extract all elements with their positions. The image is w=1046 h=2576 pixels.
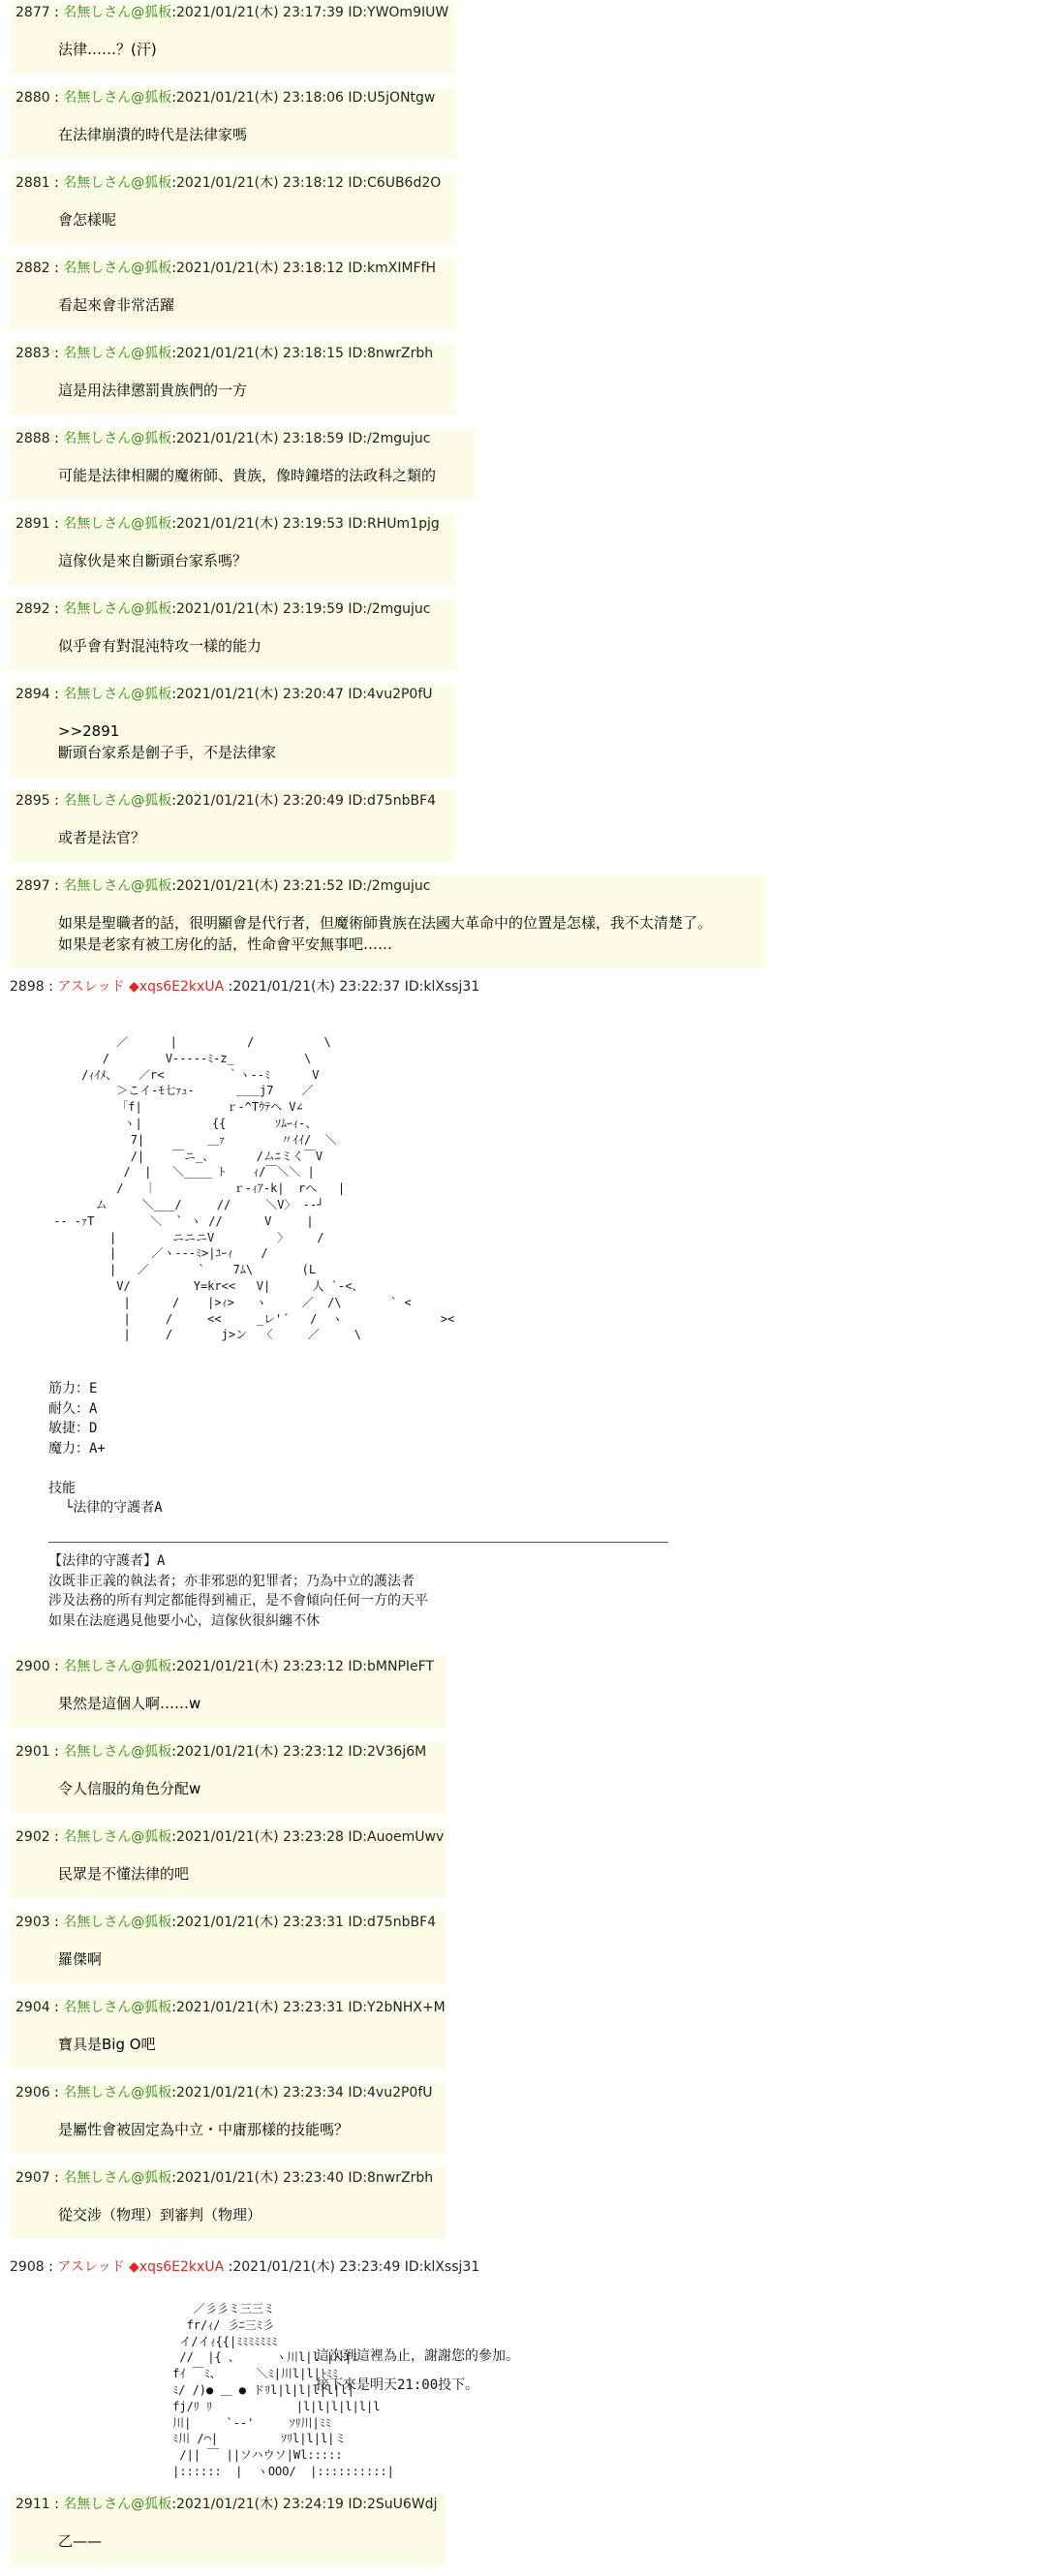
poster-name: 名無しさん@狐板: [63, 5, 172, 20]
post-id[interactable]: ID:2SuU6Wdj: [348, 2497, 438, 2512]
poster-name: 名無しさん@狐板: [63, 878, 172, 894]
post-date: 2021/01/21(木) 23:18:06: [175, 90, 344, 106]
post-date: 2021/01/21(木) 23:23:28: [175, 1829, 344, 1845]
poster-name: 名無しさん@狐板: [63, 2170, 172, 2186]
post-header: 2895 : 名無しさん@狐板:2021/01/21(木) 23:20:49 ID:d75nbBF4: [15, 793, 437, 809]
poster-name: 名無しさん@狐板: [63, 1659, 172, 1674]
post-header: 2894 : 名無しさん@狐板:2021/01/21(木) 23:20:47 ID:4vu2P0fU: [15, 687, 433, 702]
poster-name: 名無しさん@狐板: [63, 601, 172, 617]
post-id[interactable]: ID:8nwrZrbh: [348, 346, 434, 361]
post-date: 2021/01/21(木) 23:18:59: [175, 431, 344, 446]
post-body: 如果是聖職者的話，很明顯會是代行者，但魔術師貴族在法國大革命中的位置是怎樣，我不太清楚了。 如果是老家有被工房化的話，性命會平安無事吧……: [58, 914, 713, 953]
post-id[interactable]: ID:4vu2P0fU: [348, 687, 433, 702]
poster-name: 名無しさん@狐板: [63, 346, 172, 361]
post-date: 2021/01/21(木) 23:20:47: [175, 687, 344, 702]
post-date: 2021/01/21(木) 23:18:15: [175, 346, 344, 361]
post-id[interactable]: ID:4vu2P0fU: [348, 2085, 433, 2101]
post-date: 2021/01/21(木) 23:19:53: [175, 516, 344, 532]
post-date: 2021/01/21(木) 23:22:37: [232, 979, 401, 995]
post-id[interactable]: ID:8nwrZrbh: [348, 2170, 434, 2186]
post-number[interactable]: 2888: [15, 431, 50, 446]
post-body: 從交涉（物理）到審判（物理）: [58, 2206, 262, 2223]
post-header: 2906 : 名無しさん@狐板:2021/01/21(木) 23:23:34 ID:4vu2P0fU: [15, 2085, 433, 2101]
post-body: 寶具是Big O吧: [58, 2036, 156, 2053]
post-body: 羅傑啊: [58, 1950, 103, 1968]
reply-post: [10, 2167, 446, 2239]
closing-message: 這次到這裡為止，謝謝您的參加。 接下來是明天21:00投下。: [316, 2348, 519, 2393]
post-id[interactable]: ID:Y2bNHX+M: [348, 2000, 446, 2015]
skill-description: 【法律的守護者】A 汝既非正義的執法者；亦非邪惡的犯罪者；乃為中立的護法者 涉及法務的所有判定都能得到補正，是不會傾向任何一方的天平 如果在法庭遇見他要小心，這傢伙很糾纏不休: [48, 1553, 428, 1629]
post-body: 這傢伙是來自斷頭台家系嗎？: [58, 552, 248, 569]
post-number[interactable]: 2904: [15, 2000, 50, 2015]
ascii-art-character: ／ | / \ / V‐‐-‐-ﾐ‐z_ \ /ｨｲﾒ、 ／r< ｀ヽ‐-ﾐ V ＞こイ-ﾓ七ｧｭ‐ ＿＿j7 ／ 「f| ｒ‐^Tｳﾃヘ V∠ ヽ| {{ ｿﾑｰｨ-、 7| ＿ｧ 〃ｲｲ/ ＼ /| ￣ニ_、 /ムﾆミく￣V / | ＼____ ﾄ ｨ/￣＼＼ | / ｜ ｒ‐ｨｱ-k| rへ | ム ＼___/ // ＼V〉 -‐┘ ‐- ‐ｧT ＼ ` ヽ // V | | ニニニV 〉 / | ／ヽ‐‐‐ﾐ>|ﾕｰｨ / | ／ ` 7ﾑ\ (L V/ Y=kr<< V| 人 `‐<、 | / |>ｨ> ヽ ／ /\ ` < | / << _レ'´ / ヽ >< | / j>ン 〈 ／ \: [53, 1035, 455, 1342]
post-body: 在法律崩潰的時代是法律家嗎: [58, 126, 248, 143]
post-date: 2021/01/21(木) 23:23:12: [175, 1659, 344, 1674]
post-id[interactable]: ID:klXssj31: [404, 2259, 480, 2275]
post-number[interactable]: 2911: [15, 2497, 50, 2512]
post-date: 2021/01/21(木) 23:21:52: [175, 878, 344, 894]
post-body: 或者是法官？: [58, 829, 146, 846]
post-number[interactable]: 2881: [15, 175, 50, 191]
reply-post: [10, 172, 455, 244]
reply-post: [10, 343, 455, 414]
poster-name: アスレッド: [57, 2259, 125, 2275]
poster-name: 名無しさん@狐板: [63, 431, 172, 446]
poster-name: 名無しさん@狐板: [63, 175, 172, 191]
post-header: 2898 : アスレッド ◆xqs6E2kxUA :2021/01/21(木) 23:22:37 ID:klXssj31: [10, 979, 480, 995]
reply-post: [10, 1741, 446, 1813]
post-number[interactable]: 2901: [15, 1744, 50, 1760]
reply-post: [10, 258, 455, 329]
post-header: 2903 : 名無しさん@狐板:2021/01/21(木) 23:23:31 ID:d75nbBF4: [15, 1915, 437, 1930]
post-body: 會怎樣呢: [58, 211, 117, 229]
post-body: 可能是法律相關的魔術師、貴族，像時鐘塔的法政科之類的: [58, 467, 437, 484]
post-number[interactable]: 2894: [15, 687, 50, 702]
post-header: 2888 : 名無しさん@狐板:2021/01/21(木) 23:18:59 ID:/2mgujuc: [15, 431, 431, 446]
post-id[interactable]: ID:d75nbBF4: [348, 1915, 437, 1930]
post-number[interactable]: 2908: [10, 2259, 45, 2275]
reply-post: [10, 2082, 446, 2154]
post-id[interactable]: ID:/2mgujuc: [348, 878, 431, 894]
reply-post: [10, 684, 455, 777]
op-post: [10, 978, 479, 996]
post-date: 2021/01/21(木) 23:18:12: [175, 175, 344, 191]
post-number[interactable]: 2900: [15, 1659, 50, 1674]
post-number[interactable]: 2882: [15, 261, 50, 276]
post-body: 這是用法律懲罰貴族們的一方: [58, 382, 248, 399]
post-date: 2021/01/21(木) 23:18:12: [175, 261, 344, 276]
post-date: 2021/01/21(木) 23:23:31: [175, 2000, 344, 2015]
post-date: 2021/01/21(木) 23:23:49: [232, 2259, 401, 2275]
post-body: 令人信服的角色分配w: [58, 1780, 201, 1797]
poster-name: 名無しさん@狐板: [63, 687, 172, 702]
post-date: 2021/01/21(木) 23:23:34: [175, 2085, 344, 2101]
post-header: 2902 : 名無しさん@狐板:2021/01/21(木) 23:23:28 ID:AuoemUwv: [15, 1829, 445, 1845]
reply-post: [10, 790, 455, 862]
reply-post: [10, 875, 765, 968]
post-body: >>2891 斷頭台家系是劊子手，不是法律家: [58, 722, 277, 761]
post-number[interactable]: 2880: [15, 90, 50, 106]
post-header: 2877 : 名無しさん@狐板:2021/01/21(木) 23:17:39 ID:YWOm9IUW: [15, 5, 449, 20]
reply-post: [10, 513, 455, 585]
poster-name: アスレッド: [57, 979, 125, 995]
reply-post: [10, 87, 455, 159]
reply-post: [10, 598, 455, 670]
reply-post: [10, 2, 455, 74]
reply-post: [10, 428, 475, 500]
poster-name: 名無しさん@狐板: [63, 261, 172, 276]
reply-post: [10, 2494, 446, 2565]
post-body: 乙——: [58, 2532, 103, 2550]
post-number[interactable]: 2907: [15, 2170, 50, 2186]
poster-name: 名無しさん@狐板: [63, 516, 172, 532]
character-stats: 筋力：E 耐久：A 敏捷：D 魔力：A+ 技能 └法律的守護者A: [48, 1381, 163, 1516]
poster-name: 名無しさん@狐板: [63, 90, 172, 106]
post-id[interactable]: ID:2V36j6M: [348, 1744, 427, 1760]
post-id[interactable]: ID:bMNPIeFT: [348, 1659, 434, 1674]
reply-post: [10, 1997, 446, 2069]
reply-post: [10, 1656, 446, 1728]
post-number[interactable]: 2902: [15, 1829, 50, 1845]
post-body: 似乎會有對混沌特攻一樣的能力: [58, 637, 262, 655]
post-id[interactable]: ID:kmXIMFfH: [348, 261, 437, 276]
poster-name: 名無しさん@狐板: [63, 2000, 172, 2015]
post-date: 2021/01/21(木) 23:20:49: [175, 793, 344, 809]
reply-post: [10, 1826, 446, 1898]
post-header: 2891 : 名無しさん@狐板:2021/01/21(木) 23:19:53 ID:RHUm1pjg: [15, 516, 440, 532]
post-body: 法律……？(汗): [58, 41, 157, 58]
post-date: 2021/01/21(木) 23:23:40: [175, 2170, 344, 2186]
op-post: [10, 2258, 479, 2276]
post-number[interactable]: 2877: [15, 5, 50, 20]
post-number[interactable]: 2897: [15, 878, 50, 894]
post-id[interactable]: ID:klXssj31: [404, 979, 480, 995]
post-id[interactable]: ID:YWOm9IUW: [348, 5, 449, 20]
poster-name: 名無しさん@狐板: [63, 1915, 172, 1930]
post-number[interactable]: 2883: [15, 346, 50, 361]
post-number[interactable]: 2898: [10, 979, 45, 995]
divider-line: [48, 1542, 668, 1543]
post-header: 2880 : 名無しさん@狐板:2021/01/21(木) 23:18:06 ID:U5jONtgw: [15, 90, 436, 106]
post-header: 2911 : 名無しさん@狐板:2021/01/21(木) 23:24:19 ID:2SuU6Wdj: [15, 2497, 438, 2512]
post-body: 是屬性會被固定為中立・中庸那樣的技能嗎？: [58, 2121, 350, 2138]
post-date: 2021/01/21(木) 23:23:12: [175, 1744, 344, 1760]
post-header: 2904 : 名無しさん@狐板:2021/01/21(木) 23:23:31 ID:Y2bNHX+M: [15, 2000, 446, 2015]
post-body: 果然是這個人啊……w: [58, 1695, 201, 1712]
post-header: 2892 : 名無しさん@狐板:2021/01/21(木) 23:19:59 ID:/2mgujuc: [15, 601, 431, 617]
post-body: 民眾是不懂法律的吧: [58, 1865, 190, 1883]
post-id[interactable]: ID:AuoemUwv: [348, 1829, 445, 1845]
post-number[interactable]: 2895: [15, 793, 50, 809]
post-header: 2901 : 名無しさん@狐板:2021/01/21(木) 23:23:12 ID:2V36j6M: [15, 1744, 427, 1760]
post-body: 看起來會非常活躍: [58, 296, 175, 314]
post-id[interactable]: ID:RHUm1pjg: [348, 516, 440, 532]
post-number[interactable]: 2891: [15, 516, 50, 532]
post-date: 2021/01/21(木) 23:17:39: [175, 5, 344, 20]
poster-name: 名無しさん@狐板: [63, 793, 172, 809]
post-id[interactable]: ID:C6UB6d2O: [348, 175, 442, 191]
post-header: 2907 : 名無しさん@狐板:2021/01/21(木) 23:23:40 ID:8nwrZrbh: [15, 2170, 434, 2186]
poster-name: 名無しさん@狐板: [63, 2497, 172, 2512]
post-header: 2897 : 名無しさん@狐板:2021/01/21(木) 23:21:52 ID:/2mgujuc: [15, 878, 431, 894]
poster-name: 名無しさん@狐板: [63, 1829, 172, 1845]
post-number[interactable]: 2906: [15, 2085, 50, 2101]
post-id[interactable]: ID:U5jONtgw: [348, 90, 436, 106]
post-date: 2021/01/21(木) 23:24:19: [175, 2497, 344, 2512]
post-id[interactable]: ID:d75nbBF4: [348, 793, 437, 809]
ascii-art-character: ／彡彡ミ三三ミ fr/ｨ/ 彡ﾆ三ﾐ彡 イ/イｨ{{|ﾐﾐﾐﾐﾐﾐﾐ // |{ 、 ヽ川l|l |ﾄﾄ|ﾐ fｲ ￣ﾐ、 ＼ﾐ|川l|l|ﾄﾐﾐ ﾐ/ /)● ＿ ● ドﾘl|l|l|l|l|l| fj/ﾘ ﾘ |l|l|l|l|l|l 川| `--' ｿﾘ川|ﾐﾐ ﾐ川 /⌒| ｿﾘl|l|l|ミ /|| ￣ ||ソハウソ|Wl::::: |:::::: | ヽOOO/ |::::::::::|: [172, 2302, 394, 2478]
post-id[interactable]: ID:/2mgujuc: [348, 431, 431, 446]
post-header: 2908 : アスレッド ◆xqs6E2kxUA :2021/01/21(木) 23:23:49 ID:klXssj31: [10, 2259, 480, 2275]
post-id[interactable]: ID:/2mgujuc: [348, 601, 431, 617]
poster-trip: ◆xqs6E2kxUA: [129, 2259, 225, 2275]
post-header: 2882 : 名無しさん@狐板:2021/01/21(木) 23:18:12 ID:kmXIMFfH: [15, 261, 437, 276]
post-number[interactable]: 2892: [15, 601, 50, 617]
poster-trip: ◆xqs6E2kxUA: [129, 979, 225, 995]
reply-post: [10, 1912, 446, 1983]
poster-name: 名無しさん@狐板: [63, 1744, 172, 1760]
post-number[interactable]: 2903: [15, 1915, 50, 1930]
post-header: 2883 : 名無しさん@狐板:2021/01/21(木) 23:18:15 ID:8nwrZrbh: [15, 346, 434, 361]
post-header: 2900 : 名無しさん@狐板:2021/01/21(木) 23:23:12 ID:bMNPIeFT: [15, 1659, 434, 1674]
post-header: 2881 : 名無しさん@狐板:2021/01/21(木) 23:18:12 ID:C6UB6d2O: [15, 175, 442, 191]
poster-name: 名無しさん@狐板: [63, 2085, 172, 2101]
post-date: 2021/01/21(木) 23:19:59: [175, 601, 344, 617]
post-date: 2021/01/21(木) 23:23:31: [175, 1915, 344, 1930]
